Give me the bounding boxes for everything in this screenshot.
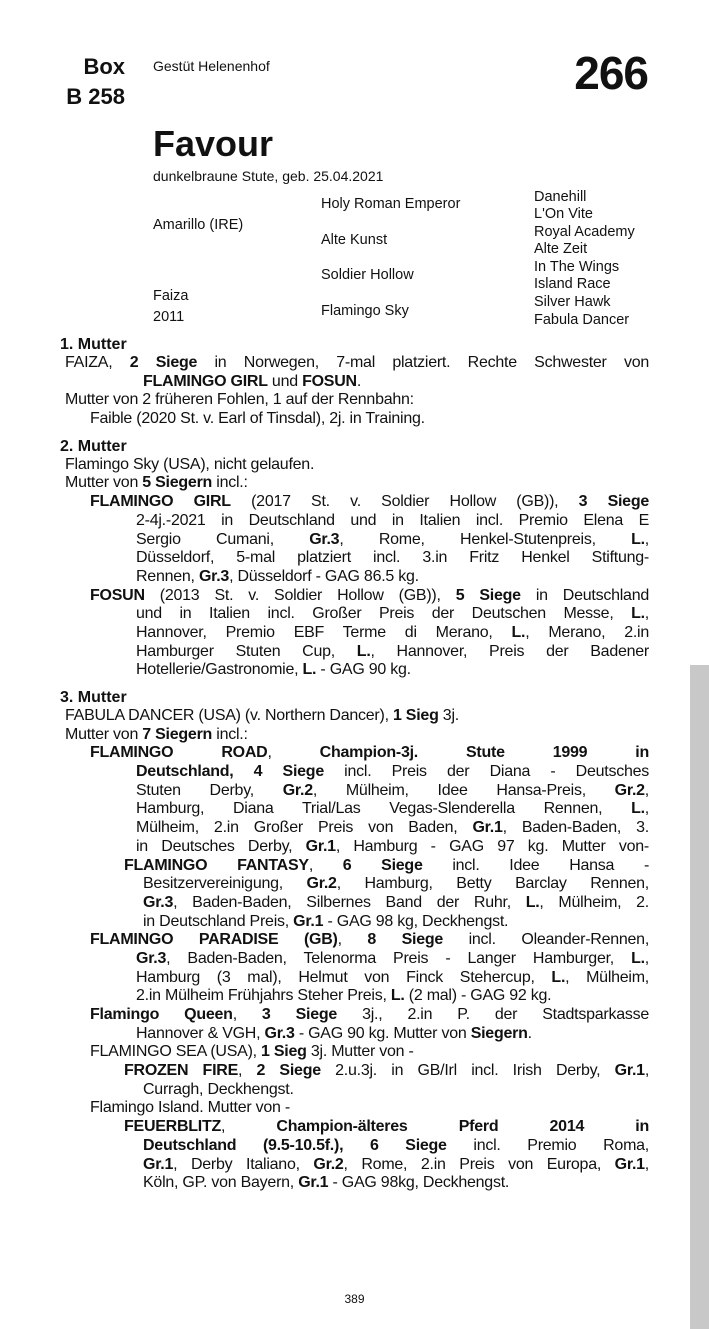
box-number: B 258 (66, 84, 125, 109)
text: , Düsseldorf - GAG 86.5 kg. (229, 567, 419, 585)
text: Hamburg, Diana Trial/Las Vegas-Slenderella Rennen, (136, 800, 632, 818)
text-line (0, 707, 709, 726)
text: Hamburg (3 mal), Helmut von Finck Stehercup, (136, 968, 552, 986)
text-line (0, 474, 709, 493)
text: , Baden-Baden, 3. (502, 819, 649, 837)
bold-text: 5 Siege (455, 586, 521, 604)
bold-text: Gr.1 (614, 1155, 645, 1173)
pedigree-gen3: In The Wings (534, 259, 620, 275)
text: , (238, 1062, 257, 1080)
dam-line-body (0, 335, 709, 1201)
bold-text: Gr.1 (305, 837, 336, 855)
bold-text: 6 Siege (342, 856, 423, 874)
text: , Hamburg, Betty Barclay Rennen, (336, 875, 649, 893)
text-line (0, 643, 709, 662)
text-line (0, 410, 709, 429)
bold-text: Deutschland (9.5-10.5f.), 6 Siege (143, 1136, 447, 1154)
text: Mutter von 2 früheren Fohlen, 1 auf der Rennbahn: (65, 391, 414, 409)
pedigree-gen3: Alte Zeit (534, 241, 588, 257)
bold-text: 1 Sieg (261, 1043, 307, 1061)
horse-name: Favour (153, 123, 274, 164)
text: , Mülheim, Idee Hansa-Preis, (312, 781, 615, 799)
horse-description: dunkelbraune Stute, geb. 25.04.2021 (153, 168, 384, 184)
text: Köln, GP. von Bayern, (143, 1174, 299, 1192)
text-line (0, 838, 709, 857)
text: . (527, 1024, 532, 1042)
text-line (0, 1062, 709, 1081)
bold-text: FLAMINGO GIRL (143, 372, 268, 390)
text: in Deutsches Derby, (136, 837, 306, 855)
bold-text: Gr.3 (309, 530, 340, 548)
text: 2.u.3j. in GB/Irl incl. Irish Derby, (320, 1062, 615, 1080)
text: , (337, 931, 368, 949)
text-line (0, 1118, 709, 1137)
text: Mülheim, 2.in Großer Preis von Baden, (136, 819, 473, 837)
section-heading: 3. Mutter (60, 689, 127, 706)
text-line (0, 512, 709, 531)
text: Hannover, Premio EBF Terme di Merano, (136, 623, 512, 641)
text: incl. Oleander-Rennen, (443, 931, 650, 949)
text: Mutter von (65, 474, 143, 492)
text: , Rome, 2.in Preis von Europa, (343, 1155, 615, 1173)
text-line (0, 1174, 709, 1193)
text: Hotellerie/Gastronomie, (136, 661, 303, 679)
bold-text: 8 Siege (367, 931, 444, 949)
bold-text: Gr.3 (136, 949, 167, 967)
text: , (644, 530, 649, 548)
text: , Baden-Baden, Telenorma Preis - Langer Hamburger, (166, 949, 632, 967)
text-line (0, 894, 709, 913)
bold-text: Gr.3 (143, 893, 174, 911)
bold-text: Flamingo Queen (90, 1006, 233, 1023)
bold-text: Champion-älteres Pferd 2014 in (276, 1118, 649, 1136)
text: und in Italien incl. Großer Preis der Deutschen Messe, (136, 605, 632, 623)
pedigree-gen3: Royal Academy (534, 224, 635, 240)
bold-text: Gr.2 (313, 1155, 344, 1173)
bold-text: Champion-3j. Stute 1999 in (319, 744, 650, 762)
text: , Hamburg - GAG 97 kg. Mutter von- (335, 837, 649, 855)
text: incl. Idee Hansa - (422, 856, 650, 874)
pedigree-gen3: Island Race (534, 276, 611, 292)
text-line (0, 493, 709, 512)
bold-text: 3 Siege (261, 1006, 338, 1023)
bold-text: Gr.1 (143, 1155, 174, 1173)
text: FLAMINGO SEA (USA), (90, 1043, 262, 1061)
bold-text: Gr.2 (282, 781, 313, 799)
text: und (267, 372, 303, 390)
bold-text: L. (511, 623, 526, 641)
bold-text: FOSUN (90, 586, 145, 604)
bold-text: 5 Siegern (142, 474, 213, 492)
text: Faible (2020 St. v. Earl of Tinsdal), 2j. in Training. (90, 410, 425, 428)
text: Rennen, (136, 567, 199, 585)
text: , Mülheim, 2. (539, 893, 649, 911)
bold-text: Gr.1 (472, 819, 503, 837)
text-line (0, 913, 709, 932)
bold-text: 3 Siege (578, 493, 650, 511)
bold-text: Deutschland, 4 Siege (136, 763, 324, 781)
text-line (0, 726, 709, 745)
text: , (221, 1118, 277, 1136)
bold-text: Gr.3 (264, 1024, 295, 1042)
page-number: 389 (344, 1292, 365, 1306)
text-line (0, 624, 709, 643)
text: (2 mal) - GAG 92 kg. (404, 987, 552, 1005)
pedigree-gen3: Silver Hawk (534, 294, 611, 310)
text: Flamingo Island. Mutter von - (90, 1099, 290, 1117)
text: (2013 St. v. Soldier Hollow (GB)), (144, 586, 456, 604)
text-line (0, 800, 709, 819)
text: 3j. Mutter von - (306, 1043, 414, 1061)
bold-text: FLAMINGO ROAD (90, 744, 268, 762)
dam-section (0, 688, 709, 1193)
text-line (0, 354, 709, 373)
bold-text: L. (631, 800, 645, 818)
text: , (644, 781, 649, 799)
text: , Derby Italiano, (173, 1155, 314, 1173)
text: incl.: (212, 474, 248, 492)
text: Curragh, Deckhengst. (143, 1080, 294, 1098)
text: FABULA DANCER (USA) (v. Northern Dancer), (65, 707, 393, 724)
pedigree-gen2: Alte Kunst (321, 232, 388, 248)
text-line (0, 456, 709, 475)
text: , Mülheim, (565, 968, 649, 986)
text: , Merano, 2.in (525, 623, 650, 641)
bold-text: L. (356, 642, 371, 660)
bold-text: FEUERBLITZ (124, 1118, 222, 1136)
text: (2017 St. v. Soldier Hollow (GB)), (230, 493, 579, 511)
bold-text: Gr.3 (198, 567, 230, 585)
bold-text: 1 Sieg (392, 707, 439, 724)
text-line (0, 1006, 709, 1025)
text-line (0, 1137, 709, 1156)
text-line (0, 1099, 709, 1118)
pedigree-sire: Amarillo (IRE) (153, 217, 244, 233)
text: Hamburger Stuten Cup, (136, 642, 357, 660)
text: in Deutschland Preis, (143, 912, 294, 930)
bold-text: L. (631, 605, 645, 623)
bold-text: Gr.2 (614, 781, 645, 799)
text: , Baden-Baden, Silbernes Band der Ruhr, (173, 893, 526, 911)
text: 3j. (438, 707, 459, 724)
text: , Hannover, Preis der Badener (370, 642, 649, 660)
scrollbar[interactable] (690, 665, 709, 1329)
lot-number: 266 (574, 47, 648, 99)
text-line (0, 661, 709, 680)
text: Sergio Cumani, (136, 530, 310, 548)
text: . (356, 372, 362, 390)
text-line (0, 373, 709, 392)
pedigree-gen2: Soldier Hollow (321, 267, 414, 283)
text: Besitzervereinigung, (143, 875, 307, 893)
text: incl. Preis der Diana - Deutsches (323, 763, 649, 781)
text: Flamingo Sky (USA), nicht gelaufen. (65, 455, 315, 473)
text-line (0, 391, 709, 410)
text-line (0, 857, 709, 876)
text-line (0, 763, 709, 782)
text: - GAG 98kg, Deckhengst. (328, 1174, 510, 1192)
text-line (0, 987, 709, 1006)
bold-text: L. (631, 949, 645, 967)
text: , (267, 744, 320, 762)
text: Hannover & VGH, (136, 1024, 265, 1042)
text-line (0, 950, 709, 969)
text-line (0, 1025, 709, 1044)
text-line (0, 969, 709, 988)
text: - GAG 90 kg. Mutter von (294, 1024, 471, 1042)
bold-text: FLAMINGO FANTASY (124, 856, 309, 874)
pedigree-gen3: Fabula Dancer (534, 312, 630, 328)
text: in Norwegen, 7-mal platziert. Rechte Schwester von (197, 354, 649, 371)
pedigree-dam-year: 2011 (153, 309, 185, 325)
bold-text: FLAMINGO GIRL (90, 493, 231, 511)
text: , (232, 1006, 262, 1023)
text: , (644, 1062, 650, 1080)
bold-text: FLAMINGO PARADISE (GB) (90, 931, 338, 949)
pedigree-gen3: Danehill (534, 189, 587, 205)
text: 2-4j.-2021 in Deutschland und in Italien incl. Premio Elena E (136, 511, 649, 529)
text: FAIZA, (65, 354, 130, 371)
text: - GAG 90 kg. (316, 661, 411, 679)
bold-text: L. (551, 968, 566, 986)
text-line (0, 568, 709, 587)
bold-text: L. (631, 530, 645, 548)
text-line (0, 1156, 709, 1175)
text: 3j., 2.in P. der Stadtsparkasse (337, 1006, 650, 1023)
pedigree-dam: Faiza (153, 288, 189, 304)
bold-text: L. (302, 661, 317, 679)
bold-text: Gr.1 (614, 1062, 645, 1080)
text: incl.: (212, 725, 248, 743)
text: , (644, 1155, 649, 1173)
bold-text: FOSUN (302, 372, 357, 390)
pedigree-gen3: L'On Vite (534, 206, 593, 222)
text-line (0, 744, 709, 763)
bold-text: 2 Siege (129, 354, 198, 371)
text: Düsseldorf, 5-mal platziert incl. 3.in Fritz Henkel Stiftung- (136, 549, 649, 567)
section-heading: 1. Mutter (60, 336, 127, 353)
bold-text: FROZEN FIRE (124, 1062, 239, 1080)
text-line (0, 531, 709, 550)
dam-section (0, 335, 709, 429)
text-line (0, 931, 709, 950)
text-line (0, 587, 709, 606)
text-line (0, 549, 709, 568)
bold-text: Gr.1 (298, 1174, 329, 1192)
breeder: Gestüt Helenenhof (153, 58, 270, 74)
text: , Rome, Henkel-Stutenpreis, (339, 530, 632, 548)
text: incl. Premio Roma, (446, 1136, 650, 1154)
text-line (0, 605, 709, 624)
text-line (0, 1081, 709, 1100)
section-heading: 2. Mutter (60, 437, 127, 455)
text: Mutter von (65, 725, 143, 743)
dam-section (0, 437, 709, 680)
text-line (0, 875, 709, 894)
bold-text: L. (390, 987, 405, 1005)
text: - GAG 98 kg, Deckhengst. (323, 912, 509, 930)
bold-text: 2 Siege (256, 1062, 321, 1080)
bold-text: 7 Siegern (142, 725, 213, 743)
bold-text: Gr.2 (306, 875, 337, 893)
text: 2.in Mülheim Frühjahrs Steher Preis, (136, 987, 391, 1005)
text: , (644, 949, 649, 967)
bold-text: L. (525, 893, 540, 911)
box-label: Box (83, 54, 125, 79)
text: in Deutschland (520, 586, 650, 604)
text: Stuten Derby, (136, 781, 283, 799)
bold-text: Siegern (470, 1024, 528, 1042)
text-line (0, 819, 709, 838)
text-line (0, 1043, 709, 1062)
pedigree-gen2: Holy Roman Emperor (321, 196, 461, 212)
text: , (308, 856, 343, 874)
text: , (644, 605, 649, 623)
bold-text: Gr.1 (293, 912, 324, 930)
text: , (644, 800, 649, 818)
text-line (0, 782, 709, 801)
pedigree-gen2: Flamingo Sky (321, 303, 409, 319)
